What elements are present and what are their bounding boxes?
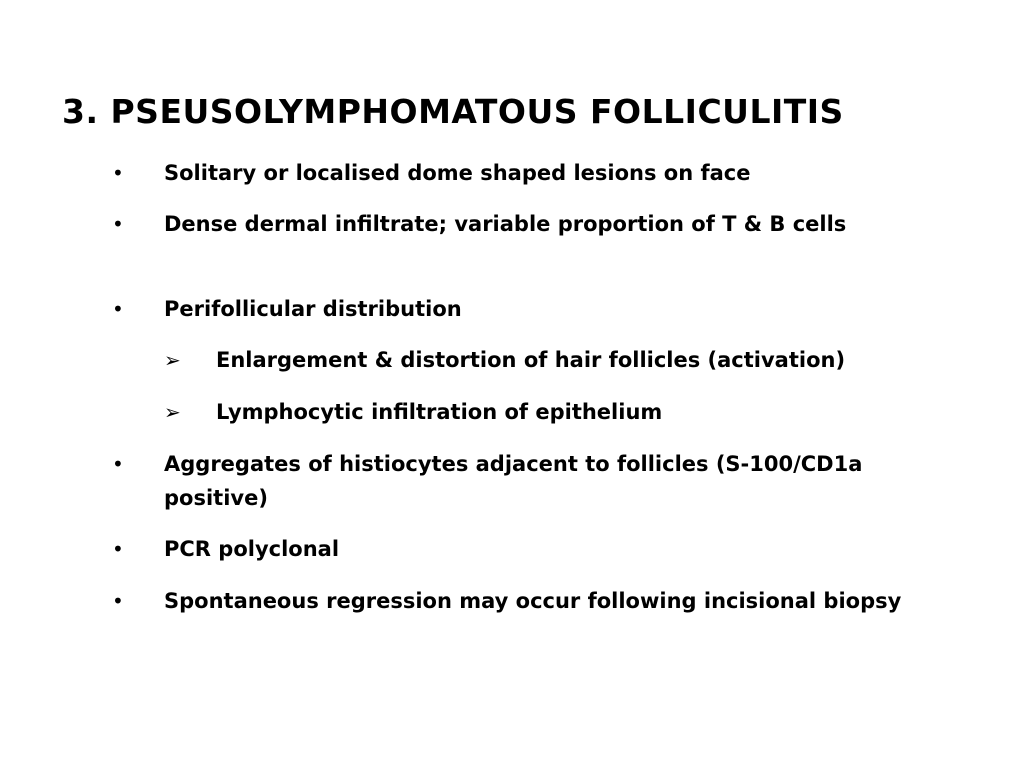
list-item-text: Spontaneous regression may occur following incisional biopsy: [164, 589, 902, 613]
slide-title: 3. PSEUSOLYMPHOMATOUS FOLLICULITIS: [62, 92, 844, 131]
sub-list-item-text: Lymphocytic infiltration of epithelium: [216, 400, 663, 424]
arrow-bullet-icon: ➢: [164, 348, 181, 372]
list-item-text: Aggregates of histiocytes adjacent to follicles (S-100/CD1a positive): [164, 452, 863, 510]
bullet-icon: •: [112, 161, 124, 185]
list-item-text: PCR polyclonal: [164, 537, 340, 561]
list-item-text: Solitary or localised dome shaped lesions on face: [164, 161, 751, 185]
sub-list-item-text: Enlargement & distortion of hair follicles (activation): [216, 348, 846, 372]
bullet-icon: •: [112, 297, 124, 321]
bullet-icon: •: [112, 452, 124, 476]
list-item-text: Dense dermal infiltrate; variable proportion of T & B cells: [164, 212, 847, 236]
bullet-icon: •: [112, 212, 124, 236]
bullet-icon: •: [112, 537, 124, 561]
list-item-text: Perifollicular distribution: [164, 297, 462, 321]
arrow-bullet-icon: ➢: [164, 400, 181, 424]
bullet-icon: •: [112, 589, 124, 613]
